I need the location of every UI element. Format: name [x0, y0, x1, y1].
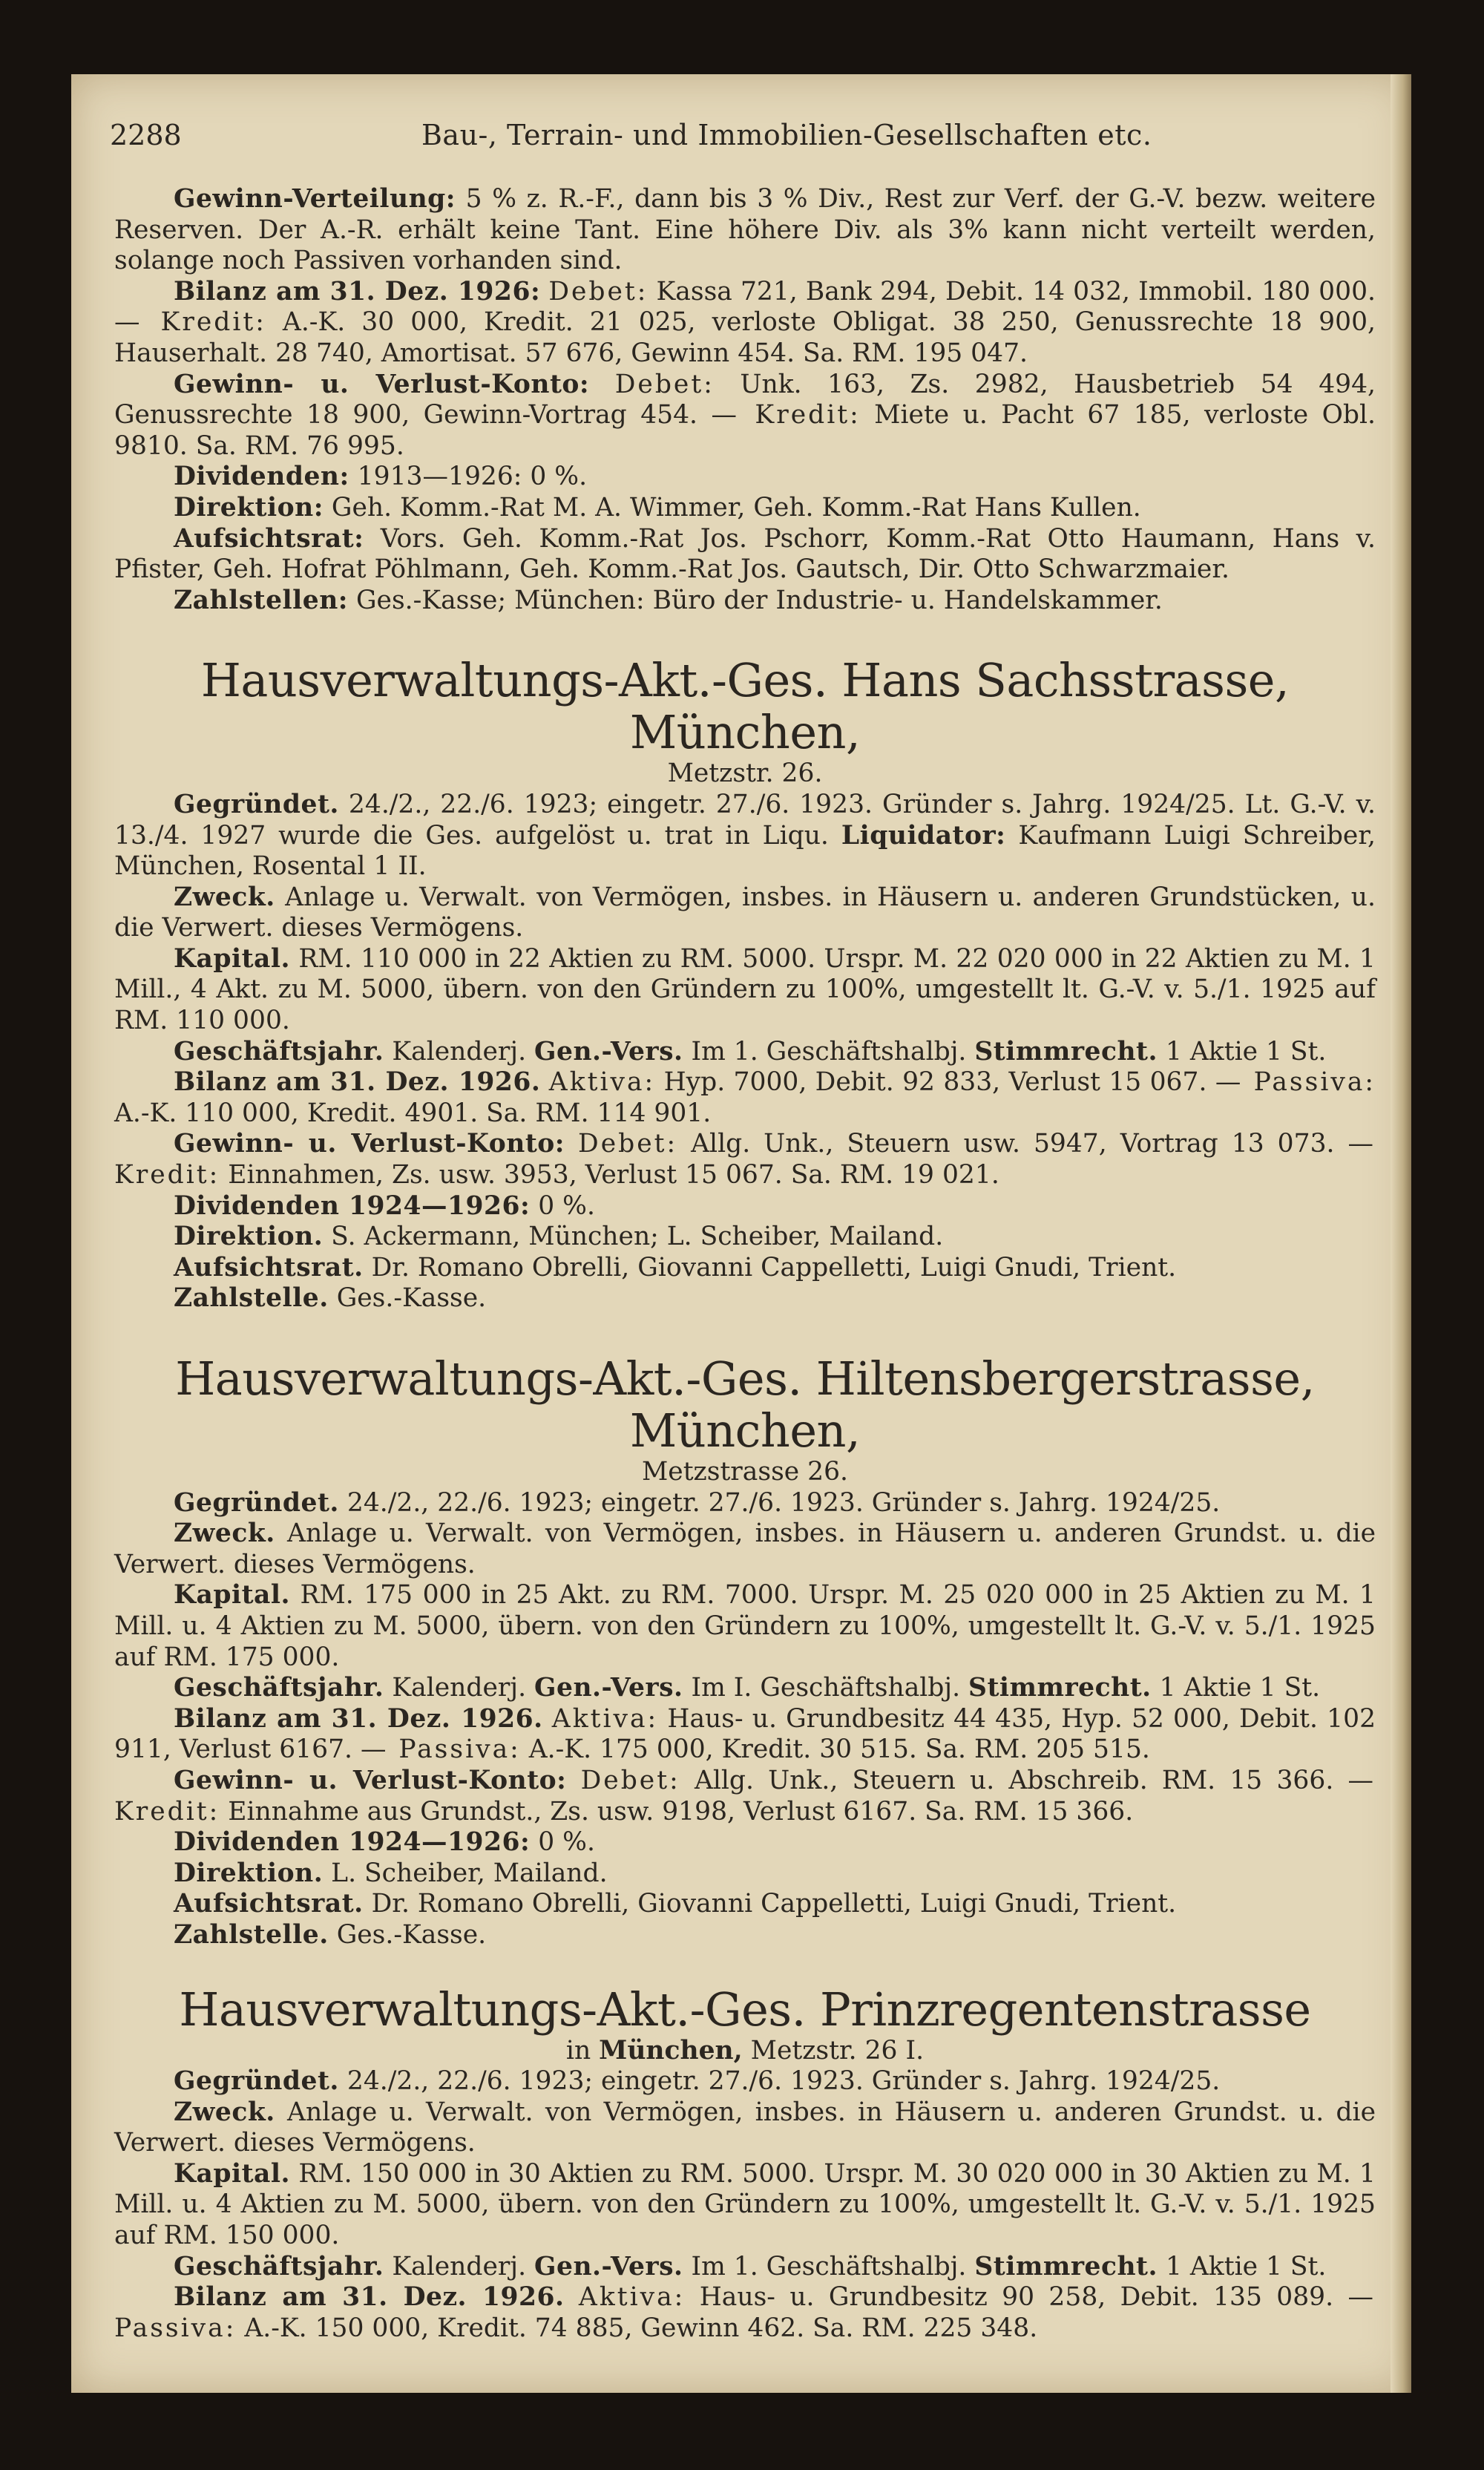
gegruendet-text: 24./2., 22./6. 1923; eingetr. 27./6. 1923. Gründer s. Jahrg. 1924/25. Lt. G.-V. v. 13./4. 1927 wurde die Ges. aufgelöst u. trat in Liqu.	[114, 789, 1376, 851]
bilanz-label: Bilanz am 31. Dez. 1926.	[174, 1703, 543, 1734]
running-title: Bau-, Terrain- und Immobilien-Gesellschaften etc.	[421, 119, 1152, 151]
address-city: München,	[599, 2035, 743, 2066]
aufsichtsrat-paragraph	[114, 1253, 1376, 1284]
kredit-label: — Kredit:	[114, 307, 266, 338]
passiva-label: — Passiva:	[114, 2282, 1376, 2343]
passiva-text: A.-K. 110 000, Kredit. 4901. Sa. RM. 114 901.	[114, 1098, 712, 1128]
guv-paragraph	[114, 1766, 1376, 1827]
zahlstelle-label: Zahlstelle.	[174, 1283, 329, 1314]
company-address: Metzstrasse 26.	[641, 1457, 849, 1487]
aufsichtsrat-paragraph	[114, 1889, 1376, 1920]
guv-label: Gewinn- u. Verlust-Konto:	[174, 1129, 565, 1159]
debet-label: Debet:	[578, 1129, 678, 1159]
kapital-text: RM. 150 000 in 30 Aktien zu RM. 5000. Urspr. M. 30 020 000 in 30 Aktien zu M. 1 Mill. u. 4 Aktien zu M. 5000, übern. von den Gründern zu 100%, umgestellt lt. G.-V. v. 5./1. 1925 auf RM. 150 000.	[114, 2158, 1376, 2251]
bilanz-label: Bilanz am 31. Dez. 1926.	[174, 2282, 565, 2313]
page-header	[110, 119, 1356, 163]
passiva-text: A.-K. 175 000, Kredit. 30 515. Sa. RM. 205 515.	[528, 1734, 1150, 1765]
guv-label: Gewinn- u. Verlust-Konto:	[174, 1765, 567, 1795]
stimmrecht-text: 1 Aktie 1 St.	[1159, 1673, 1321, 1703]
page-number: 2288	[110, 119, 182, 151]
guv-label: Gewinn- u. Verlust-Konto:	[174, 369, 590, 399]
stimmrecht-label: Stimmrecht.	[974, 2251, 1158, 2281]
guv-kredit-text: Einnahmen, Zs. usw. 3953, Verlust 15 067. Sa. RM. 19 021.	[228, 1160, 999, 1190]
kapital-paragraph	[114, 1580, 1376, 1673]
kredit-label: — Kredit:	[711, 400, 861, 430]
geschaeftsjahr-paragraph	[114, 1037, 1376, 1068]
guv-paragraph	[114, 1129, 1376, 1190]
genvers-label: Gen.-Vers.	[534, 2251, 683, 2281]
geschaeftsjahr-label: Geschäftsjahr.	[174, 2251, 384, 2281]
gegruendet-text: 24./2., 22./6. 1923; eingetr. 27./6. 1923. Gründer s. Jahrg. 1924/25.	[347, 2066, 1221, 2097]
kapital-text: RM. 175 000 in 25 Akt. zu RM. 7000. Urspr. M. 25 020 000 in 25 Aktien zu M. 1 Mill. u. 4 Aktien zu M. 5000, übern. von den Gründern zu 100%, umgestellt lt. G.-V. v. 5./1. 1925 auf RM. 175 000.	[114, 1580, 1376, 1672]
aufsichtsrat-label: Aufsichtsrat:	[174, 523, 364, 554]
kapital-label: Kapital.	[174, 1580, 290, 1611]
aufsichtsrat-paragraph	[114, 524, 1376, 586]
guv-debet-text: Allg. Unk., Steuern u. Abschreib. RM. 15 366.	[694, 1765, 1334, 1795]
aufsichtsrat-text: Vors. Geh. Komm.-Rat Jos. Pschorr, Komm.-Rat Otto Haumann, Hans v. Pfister, Geh. Hofrat Pöhlmann, Geh. Komm.-Rat Jos. Gautsch, Dir. Otto Schwarzmaier.	[114, 523, 1376, 585]
geschaeftsjahr-text: Kalenderj.	[392, 2251, 527, 2281]
direktion-paragraph	[114, 1858, 1376, 1890]
gewinn-verteilung-paragraph	[114, 184, 1376, 277]
geschaeftsjahr-text: Kalenderj.	[392, 1673, 527, 1703]
aufsichtsrat-text: Dr. Romano Obrelli, Giovanni Cappelletti, Luigi Gnudi, Trient.	[371, 1252, 1177, 1282]
dividenden-label: Dividenden:	[174, 462, 349, 492]
zweck-paragraph	[114, 1519, 1376, 1580]
gewinn-verteilung-text: 5 % z. R.-F., dann bis 3 % Div., Rest zur Verf. der G.-V. bezw. weitere Reserven. Der A.-R. erhält keine Tant. Eine höhere Div. als 3% kann nicht verteilt werden, solange noch Passiven vorhanden sind.	[114, 184, 1376, 276]
debet-label: Debet:	[548, 276, 649, 307]
aufsichtsrat-label: Aufsichtsrat.	[174, 1252, 364, 1282]
bilanz-label: Bilanz am 31. Dez. 1926:	[174, 276, 541, 307]
direktion-text: S. Ackermann, München; L. Scheiber, Mailand.	[331, 1222, 944, 1252]
zweck-label: Zweck.	[174, 2097, 275, 2127]
liquidator-label: Liquidator:	[841, 820, 1006, 851]
debet-label: Debet:	[614, 369, 715, 399]
geschaeftsjahr-label: Geschäftsjahr.	[174, 1036, 384, 1067]
kapital-label: Kapital.	[174, 2158, 290, 2189]
debet-label: Debet:	[580, 1765, 680, 1795]
direktion-label: Direktion.	[174, 1858, 324, 1888]
direktion-label: Direktion.	[174, 1222, 324, 1252]
aktiva-text: Haus- u. Grundbesitz 90 258, Debit. 135 089.	[699, 2282, 1334, 2313]
zahlstelle-paragraph	[114, 1920, 1376, 1951]
dividenden-paragraph	[114, 462, 1376, 493]
dividenden-text: 0 %.	[538, 1827, 595, 1858]
gegruendet-paragraph	[114, 790, 1376, 882]
company-heading: Hausverwaltungs-Akt.-Ges. Hans Sachsstrasse, München,	[200, 653, 1290, 760]
dividenden-paragraph	[114, 1827, 1376, 1858]
zahlstellen-paragraph	[114, 586, 1376, 617]
guv-paragraph	[114, 370, 1376, 462]
gegruendet-label: Gegründet.	[174, 2066, 339, 2097]
direktion-text: L. Scheiber, Mailand.	[331, 1858, 608, 1888]
passiva-text: A.-K. 150 000, Kredit. 74 885, Gewinn 462. Sa. RM. 225 348.	[244, 2313, 1038, 2343]
genvers-text: Im 1. Geschäftshalbj.	[691, 2251, 967, 2281]
company-address-line	[114, 2036, 1376, 2067]
zweck-text: Anlage u. Verwalt. von Vermögen, insbes. in Häusern u. anderen Grundstücken, u. die Verwert. dieses Vermögens.	[114, 882, 1376, 943]
company-address: Metzstr. 26.	[667, 759, 823, 789]
gewinn-verteilung-label: Gewinn-Verteilung:	[174, 184, 456, 214]
geschaeftsjahr-text: Kalenderj.	[392, 1036, 527, 1067]
bilanz-paragraph	[114, 1704, 1376, 1766]
zahlstelle-text: Ges.-Kasse.	[336, 1283, 487, 1314]
stimmrecht-label: Stimmrecht.	[968, 1673, 1152, 1703]
page-content	[114, 184, 1376, 2344]
company-heading: Hausverwaltungs-Akt.-Ges. Hiltensbergerstrasse, München,	[175, 1352, 1315, 1458]
company-heading: Hausverwaltungs-Akt.-Ges. Prinzregentenstrasse	[179, 1982, 1311, 2037]
zahlstelle-paragraph	[114, 1283, 1376, 1314]
aktiva-label: Aktiva:	[578, 2282, 686, 2313]
gegruendet-text: 24./2., 22./6. 1923; eingetr. 27./6. 1923. Gründer s. Jahrg. 1924/25.	[347, 1487, 1221, 1518]
dividenden-paragraph	[114, 1191, 1376, 1222]
zweck-text: Anlage u. Verwalt. von Vermögen, insbes. in Häusern u. anderen Grundst. u. die Verwert. dieses Vermögens.	[114, 1519, 1376, 1579]
geschaeftsjahr-paragraph	[114, 2252, 1376, 2283]
geschaeftsjahr-paragraph	[114, 1673, 1376, 1704]
company-address: Metzstr. 26 I.	[750, 2035, 925, 2066]
bilanz-kredit-text: A.-K. 30 000, Kredit. 21 025, verloste Obligat. 38 250, Genussrechte 18 900, Hauserhalt. 28 740, Amortisat. 57 676, Gewinn 454. Sa. RM. 195 047.	[114, 307, 1376, 368]
kapital-label: Kapital.	[174, 943, 290, 974]
stimmrecht-text: 1 Aktie 1 St.	[1165, 2251, 1327, 2281]
zweck-label: Zweck.	[174, 1519, 275, 1549]
dividenden-label: Dividenden 1924—1926:	[174, 1190, 531, 1221]
liquidator-text: Kaufmann Luigi Schreiber, München, Rosental 1 II.	[114, 820, 1376, 882]
kapital-paragraph	[114, 944, 1376, 1037]
kredit-label: — Kredit:	[114, 1129, 1376, 1190]
aktiva-label: Aktiva:	[548, 1067, 656, 1098]
kapital-paragraph	[114, 2159, 1376, 2252]
genvers-text: Im 1. Geschäftshalbj.	[691, 1036, 967, 1067]
gegruendet-paragraph	[114, 2066, 1376, 2097]
gegruendet-label: Gegründet.	[174, 789, 339, 819]
stimmrecht-label: Stimmrecht.	[974, 1036, 1158, 1067]
guv-debet-text: Allg. Unk., Steuern usw. 5947, Vortrag 13 073.	[691, 1129, 1335, 1159]
zahlstellen-label: Zahlstellen:	[174, 585, 349, 615]
guv-debet-text: Unk. 163, Zs. 2982, Hausbetrieb 54 494, Genussrechte 18 900, Gewinn-Vortrag 454.	[114, 369, 1376, 430]
dividenden-label: Dividenden 1924—1926:	[174, 1827, 531, 1858]
aktiva-label: Aktiva:	[551, 1703, 659, 1734]
genvers-label: Gen.-Vers.	[534, 1673, 683, 1703]
genvers-text: Im I. Geschäftshalbj.	[691, 1673, 961, 1703]
genvers-label: Gen.-Vers.	[534, 1036, 683, 1067]
zweck-label: Zweck.	[174, 882, 275, 912]
zweck-text: Anlage u. Verwalt. von Vermögen, insbes. in Häusern u. anderen Grundst. u. die Verwert. dieses Vermögens.	[114, 2097, 1376, 2158]
zweck-paragraph	[114, 2097, 1376, 2159]
direktion-text: Geh. Komm.-Rat M. A. Wimmer, Geh. Komm.-Rat Hans Kullen.	[331, 492, 1141, 522]
zahlstelle-label: Zahlstelle.	[174, 1919, 329, 1950]
document-page	[71, 74, 1411, 2393]
bilanz-paragraph	[114, 2282, 1376, 2344]
zahlstelle-text: Ges.-Kasse.	[336, 1919, 487, 1950]
kredit-label: — Kredit:	[114, 1765, 1376, 1827]
gegruendet-label: Gegründet.	[174, 1487, 339, 1518]
page-edge	[1391, 74, 1411, 2393]
zweck-paragraph	[114, 882, 1376, 944]
aufsichtsrat-label: Aufsichtsrat.	[174, 1889, 364, 1919]
aufsichtsrat-text: Dr. Romano Obrelli, Giovanni Cappelletti, Luigi Gnudi, Trient.	[371, 1889, 1177, 1919]
kapital-text: RM. 110 000 in 22 Aktien zu RM. 5000. Urspr. M. 22 020 000 in 22 Aktien zu M. 1 Mill., 4 Akt. zu M. 5000, übern. von den Gründern zu 100%, umgestellt lt. G.-V. v. 5./1. 1925 auf RM. 110 000.	[114, 943, 1376, 1036]
bilanz-paragraph	[114, 1067, 1376, 1129]
bilanz-debet-text: Kassa 721, Bank 294, Debit. 14 032, Immobil. 180 000.	[656, 276, 1376, 307]
bilanz-label: Bilanz am 31. Dez. 1926.	[174, 1067, 541, 1098]
passiva-label: — Passiva:	[1215, 1067, 1376, 1098]
bilanz-paragraph	[114, 277, 1376, 370]
aktiva-text: Haus- u. Grundbesitz 44 435, Hyp. 52 000, Debit. 102 911, Verlust 6167.	[114, 1703, 1376, 1765]
dividenden-text: 1913—1926: 0 %.	[357, 462, 588, 492]
direktion-paragraph	[114, 1222, 1376, 1253]
passiva-label: — Passiva:	[360, 1734, 521, 1765]
stimmrecht-text: 1 Aktie 1 St.	[1165, 1036, 1327, 1067]
direktion-label: Direktion:	[174, 492, 324, 522]
gegruendet-paragraph	[114, 1488, 1376, 1519]
zahlstellen-text: Ges.-Kasse; München: Büro der Industrie- u. Handelskammer.	[356, 585, 1163, 615]
address-prefix: in	[565, 2035, 591, 2066]
guv-kredit-text: Miete u. Pacht 67 185, verloste Obl. 9810. Sa. RM. 76 995.	[114, 400, 1376, 461]
dividenden-text: 0 %.	[538, 1190, 595, 1221]
guv-kredit-text: Einnahme aus Grundst., Zs. usw. 9198, Verlust 6167. Sa. RM. 15 366.	[228, 1796, 1134, 1827]
aktiva-text: Hyp. 7000, Debit. 92 833, Verlust 15 067.	[663, 1067, 1207, 1098]
geschaeftsjahr-label: Geschäftsjahr.	[174, 1673, 384, 1703]
direktion-paragraph	[114, 493, 1376, 524]
